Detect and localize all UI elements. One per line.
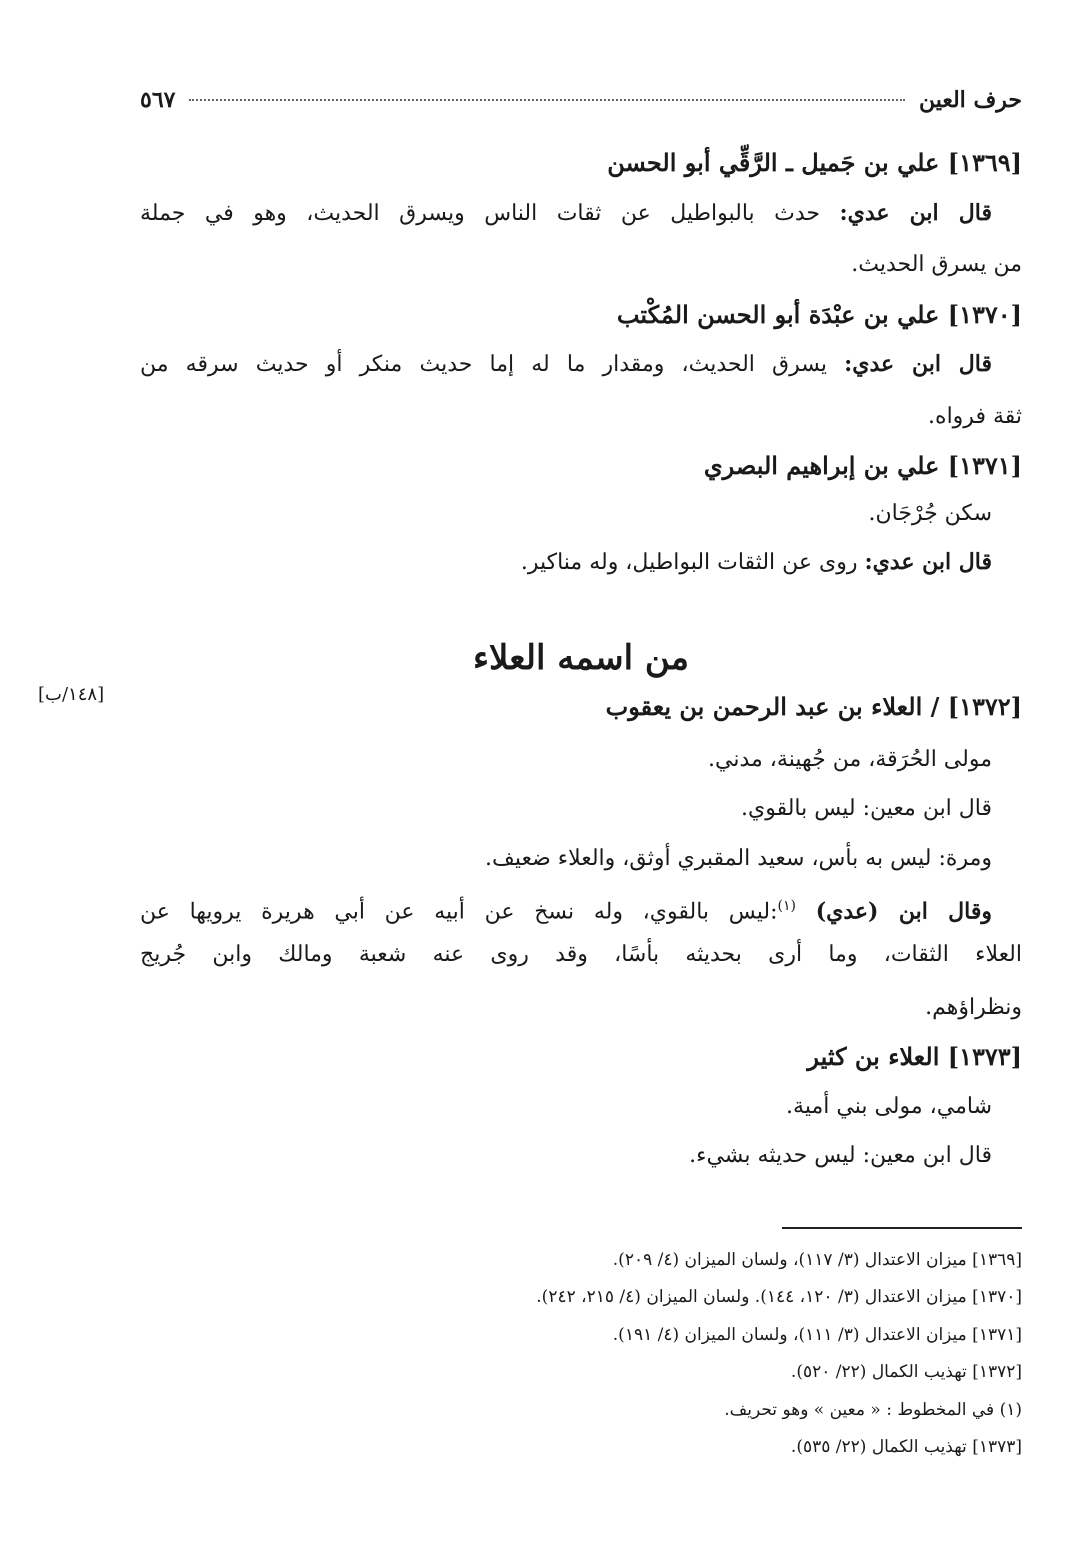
entry-title-1370: [١٣٧٠] علي بن عبْدَة أبو الحسن المُكْتب: [616, 300, 1022, 329]
section-heading: من اسمه العلاء: [472, 638, 690, 678]
ibn-adi-label: وقال ابن (عدي): [815, 898, 993, 925]
footnote: [١٣٧٠] ميزان الاعتدال (٣/ ١٢٠، ١٤٤). ولسان الميزان (٤/ ٢١٥، ٢٤٢).: [536, 1287, 1022, 1307]
footnote: [١٣٦٩] ميزان الاعتدال (٣/ ١١٧)، ولسان الميزان (٤/ ٢٠٩).: [612, 1250, 1022, 1270]
entry-text-1372-line2: قال ابن معين: ليس بالقوي.: [741, 796, 992, 821]
ibn-adi-label: قال ابن عدي:: [864, 549, 992, 575]
entry-text-1373-line1: شامي، مولى بني أمية.: [786, 1094, 992, 1119]
header-dotted-rule: [189, 99, 905, 101]
entry-text: حدث بالبواطيل عن ثقات الناس ويسرق الحديث، وهو في جملة: [140, 201, 820, 226]
chapter-title: حرف العين: [918, 87, 1022, 113]
entry-text-1370-line2: ثقة فرواه.: [928, 404, 1022, 429]
footnote: [١٣٧١] ميزان الاعتدال (٣/ ١١١)، ولسان الميزان (٤/ ١٩١).: [612, 1325, 1022, 1345]
entry-text-1371-line1: سكن جُرْجَان.: [868, 501, 992, 526]
entry-text-1369-line1: [140, 193, 1022, 233]
ibn-adi-label: قال ابن عدي:: [844, 351, 992, 377]
entry-title-1369: [١٣٦٩] علي بن جَميل ـ الرَّقِّي أبو الحسن: [607, 148, 1022, 177]
entry-text: :ليس بالقوي، وله نسخ عن أبيه عن أبي هريرة يرويها عن: [140, 899, 778, 925]
entry-title-1371: [١٣٧١] علي بن إبراهيم البصري: [703, 451, 1022, 480]
manuscript-folio-note: [١٤٨/ب]: [38, 684, 105, 705]
page-number: ٥٦٧: [140, 87, 176, 113]
entry-text-1370-line1: [140, 344, 1022, 384]
footnote: [١٣٧٣] تهذيب الكمال (٢٢/ ٥٣٥).: [790, 1437, 1022, 1457]
running-header: [140, 80, 1022, 120]
entry-title-1372: [١٣٧٢] / العلاء بن عبد الرحمن بن يعقوب: [605, 692, 1022, 721]
entry-text-1369-line2: من يسرق الحديث.: [851, 252, 1022, 277]
entry-text-1372-line5: العلاء الثقات، وما أرى بحديثه بأسًا، وقد روى عنه شعبة ومالك وابن جُريج: [140, 942, 1022, 967]
ibn-adi-label: قال ابن عدي:: [839, 200, 992, 226]
footnote: (١) في المخطوط : « معين » وهو تحريف.: [724, 1400, 1022, 1420]
entry-text: يسرق الحديث، ومقدار ما له إما حديث منكر أو حديث سرقه من: [140, 352, 827, 377]
entry-text-1372-line6: ونظراؤهم.: [925, 995, 1022, 1020]
entry-text: روى عن الثقات البواطيل، وله مناكير.: [520, 550, 858, 575]
entry-text-1372-line1: مولى الحُرَقة، من جُهينة، مدني.: [708, 747, 992, 772]
footnote-ref: (١): [777, 898, 797, 914]
footnote: [١٣٧٢] تهذيب الكمال (٢٢/ ٥٢٠).: [790, 1362, 1022, 1382]
footnote-separator: [782, 1227, 1022, 1229]
entry-text-1372-line3: ومرة: ليس به بأس، سعيد المقبري أوثق، والعلاء ضعيف.: [485, 846, 992, 871]
entry-title-1373: [١٣٧٣] العلاء بن كثير: [807, 1042, 1022, 1071]
entry-text-1371-line2: [521, 542, 992, 582]
entry-text-1372-line4: [140, 886, 1022, 926]
entry-text-1373-line2: قال ابن معين: ليس حديثه بشيء.: [689, 1143, 992, 1168]
